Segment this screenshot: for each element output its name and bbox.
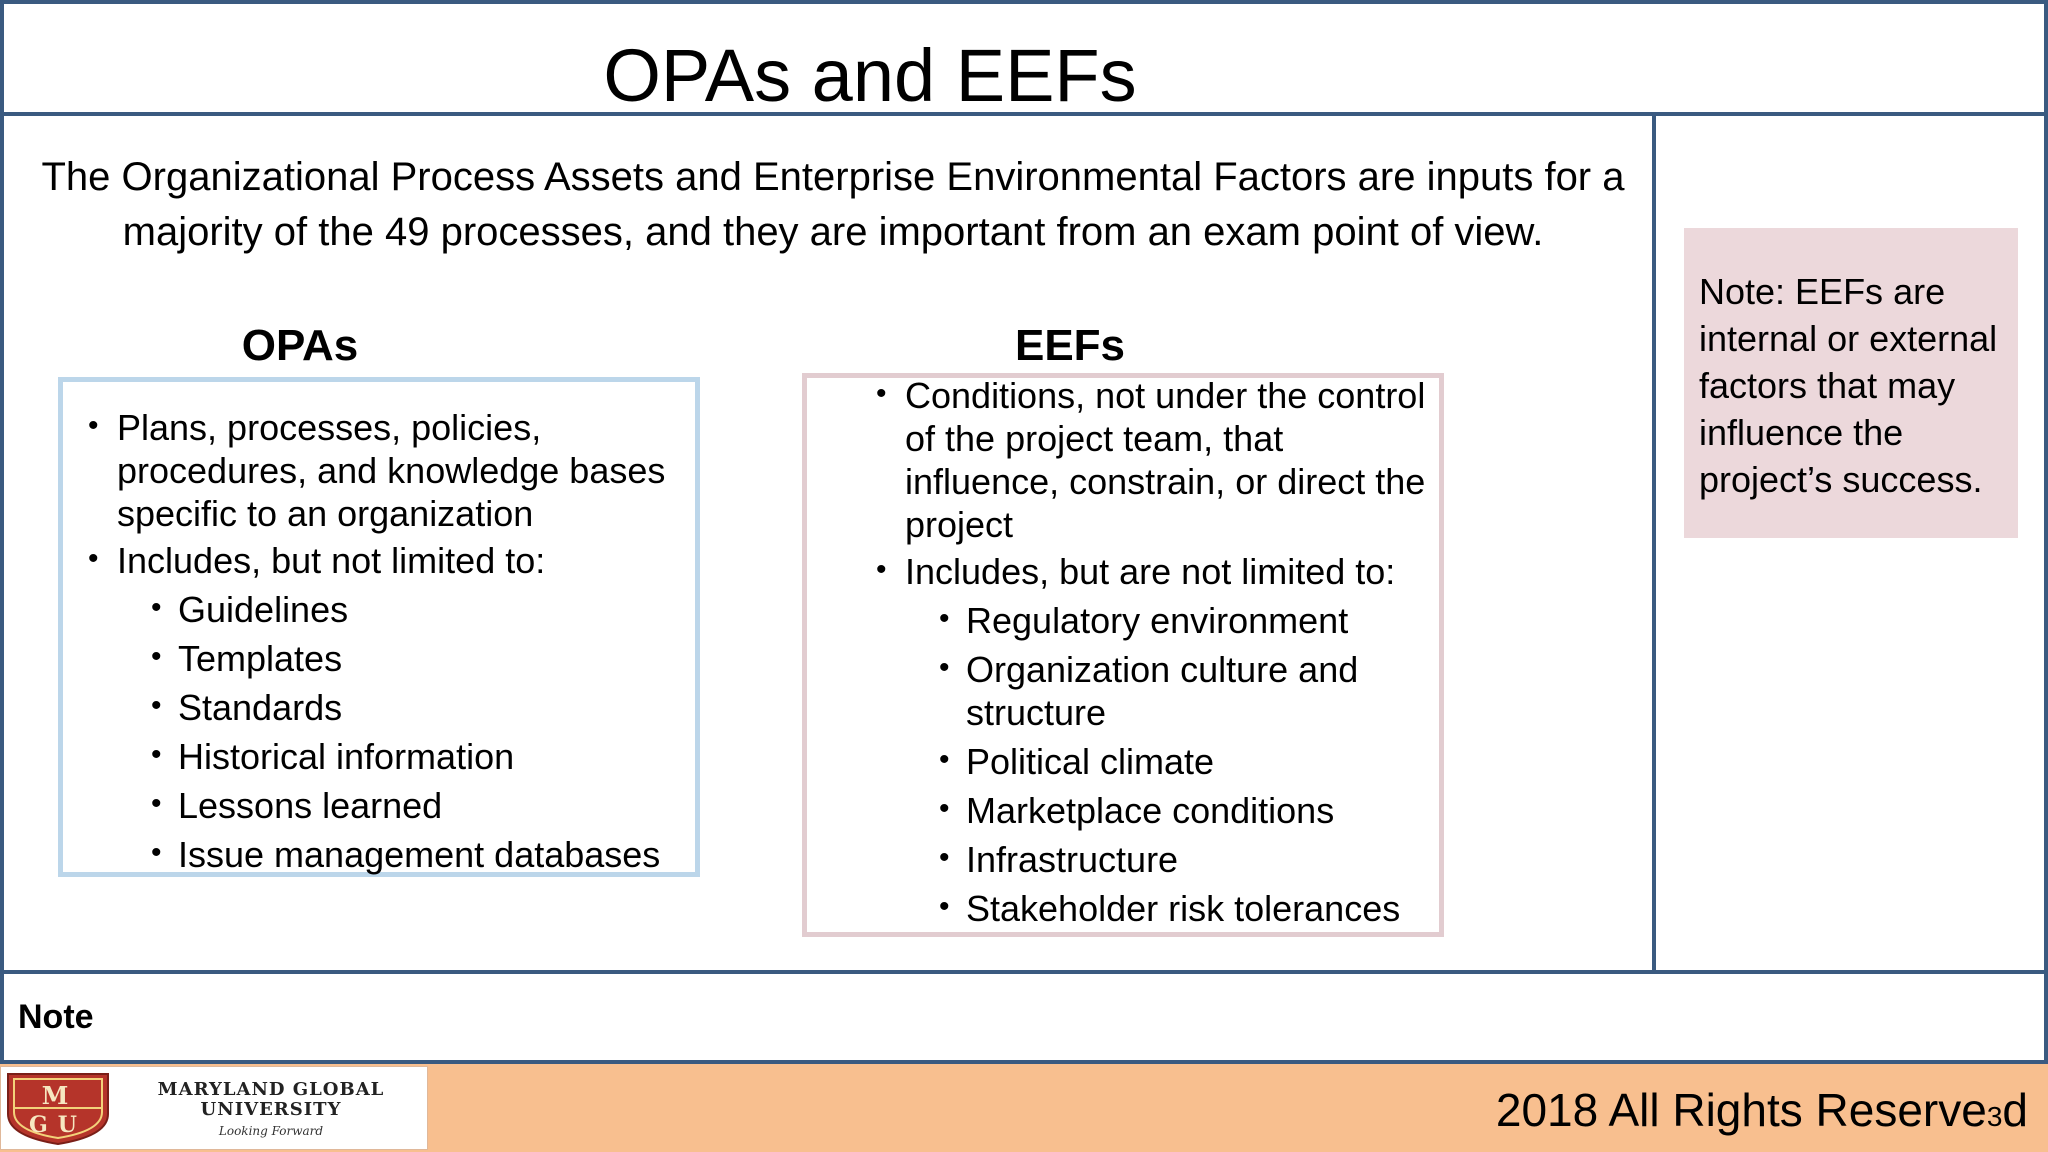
opas-sub-bullet: • Guidelines: [117, 588, 688, 631]
eefs-bullet-label: Includes, but are not limited to:: [905, 551, 1396, 592]
eef-note-card: Note: EEFs are internal or external factors that may influence the project’s success.: [1684, 228, 2018, 538]
eefs-bullet: [876, 550, 1436, 930]
opas-sub-bullet: • Historical information: [117, 735, 688, 778]
university-emblem-icon: [2, 1070, 114, 1146]
eefs-list: [876, 374, 1436, 936]
eefs-sub-bullet: • Regulatory environment: [905, 599, 1436, 642]
university-tagline: Looking Forward: [218, 1124, 324, 1138]
opas-bullet: • Plans, processes, policies, procedures, and knowledge bases specific to an organization: [88, 406, 688, 535]
eefs-sub-bullet: • Political climate: [905, 740, 1436, 783]
page-number: 3: [1986, 1101, 2003, 1132]
eefs-sub-bullet: • Organization culture and structure: [905, 648, 1436, 734]
svg-text:GU: GU: [29, 1112, 87, 1138]
university-name: MARYLAND GLOBAL UNIVERSITY: [157, 1079, 385, 1120]
eefs-sub-bullet: • Stakeholder risk tolerances: [905, 887, 1436, 930]
eefs-heading: EEFs: [1014, 321, 1126, 370]
notes-bar[interactable]: [0, 970, 2048, 1064]
opas-sub-bullet: • Templates: [117, 637, 688, 680]
opas-sub-bullet: • Lessons learned: [117, 784, 688, 827]
eefs-bullet: • Conditions, not under the control of the project team, that influence, constrain, or direct the project: [876, 374, 1436, 546]
slide-title: OPAs and EEFs: [603, 34, 1137, 117]
eefs-sub-bullet: • Marketplace conditions: [905, 789, 1436, 832]
notes-label: Note: [18, 998, 94, 1036]
rights-suffix: d: [2002, 1084, 2028, 1136]
emblem-letters: M: [41, 1081, 75, 1110]
copyright-text: [1400, 1080, 2028, 1147]
opas-list: [88, 406, 688, 882]
eefs-sub-bullet: • Infrastructure: [905, 838, 1436, 881]
opas-bullet: [88, 539, 688, 876]
rights-text: 2018 All Rights Reserve: [1495, 1084, 1987, 1136]
opas-bullet-label: Includes, but not limited to:: [117, 540, 546, 581]
opas-heading: OPAs: [241, 321, 359, 370]
intro-text: The Organizational Process Assets and Enterprise Environmental Factors are inputs for a majority of the 49 processes, and they are important from an exam point of view.: [41, 155, 1625, 254]
opas-sub-bullet: • Issue management databases: [117, 833, 688, 876]
opas-sub-bullet: • Standards: [117, 686, 688, 729]
